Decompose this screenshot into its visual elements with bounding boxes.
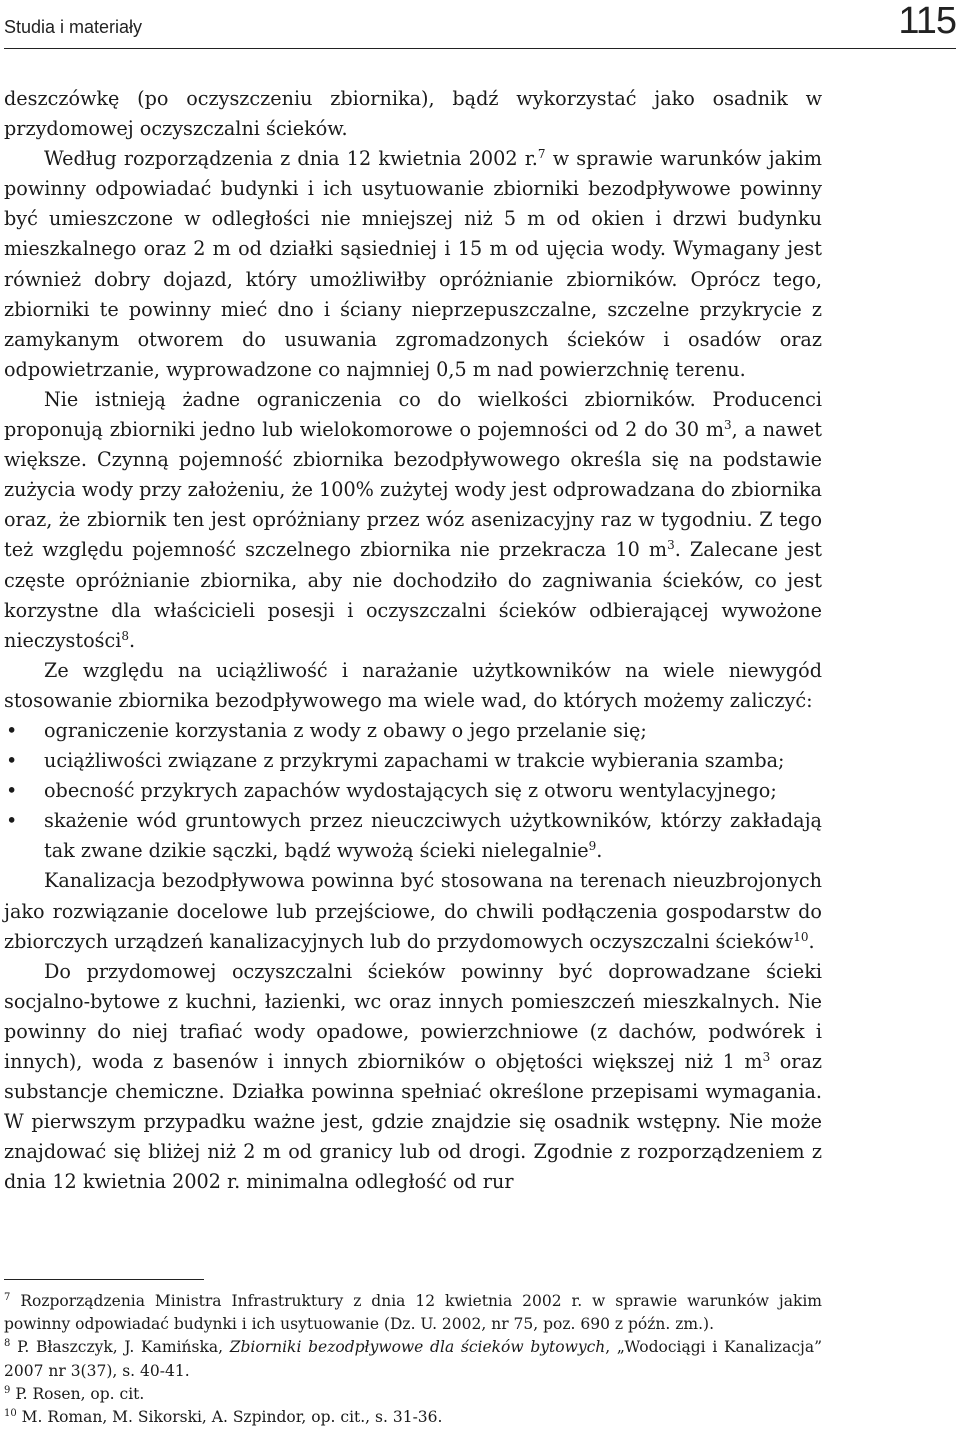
- footnotes: [4, 1290, 822, 1429]
- main-text: [4, 84, 822, 1197]
- superscript: 3: [762, 1050, 771, 1064]
- paragraph: Do przydomowej oczyszczalni ścieków powinny być doprowadzane ścieki socjalno-bytowe z kuchni, łazienki, wc oraz innych pomieszczeń mieszkalnych. Nie powinny do niej trafiać wody opadowe, powierzchniowe (z dachów, podwórek i innych), woda z basenów i innych zbiorników o objętości większej niż 1 $m^3$ oraz substancje chemiczne. Działka powinna spełniać określone przepisami wymagania. W pierwszym przypadku ważne jest, gdzie znajdzie się osadnik wstępny. Nie może znajdować się bliżej niż 2 m od granicy lub od drogi. Zgodnie z rozporządzeniem z dnia 12 kwietnia 2002 r. minimalna odległość od rur: [4, 959, 823, 1194]
- list-item: • uciążliwości związane z przykrymi zapachami w trakcie wybierania szamba;: [4, 746, 822, 776]
- running-title: Studia i materiały: [4, 17, 143, 37]
- paragraph: Ze względu na uciążliwość i narażanie użytkowników na wiele niewygód stosowanie zbiornika bezodpływowego ma wiele wad, do których możemy zaliczyć:: [4, 658, 822, 712]
- footnote: $^7$ Rozporządzenia Ministra Infrastruktury z dnia 12 kwietnia 2002 r. w sprawie warunków jakim powinny odpowiadać budynki i ich usytuowanie (Dz. U. 2002, nr 75, poz. 690 z późn. zm.).: [4, 1292, 822, 1334]
- footnote-ref[interactable]: 8: [121, 628, 130, 643]
- footnote-ref[interactable]: 10: [793, 929, 809, 944]
- bullet-list: [4, 716, 822, 866]
- superscript: 3: [724, 418, 732, 433]
- footnote-ref[interactable]: 9: [588, 839, 597, 854]
- footnote: $^{10}$ M. Roman, M. Sikorski, A. Szpindor, op. cit., s. 31-36.: [4, 1408, 443, 1427]
- list-item: • obecność przykrych zapachów wydostających się z otworu wentylacyjnego;: [4, 776, 822, 806]
- list-item: • ograniczenie korzystania z wody z obawy o jego przelanie się;: [4, 716, 822, 746]
- paragraph: Kanalizacja bezodpływowa powinna być stosowana na terenach nieuzbrojonych jako rozwiązanie docelowe lub przejściowe, do chwili podłączenia gospodarstw do zbiorczych urządzeń kanalizacyjnych lub do przydomowych oczyszczalni ścieków$^{10}$.: [4, 869, 822, 953]
- paragraph: deszczówkę (po oczyszczeniu zbiornika), bądź wykorzystać jako osadnik w przydomowej oczyszczalni ścieków.: [4, 87, 822, 141]
- footnote-divider: [4, 1279, 204, 1280]
- list-item: • skażenie wód gruntowych przez nieuczciwych użytkowników, którzy zakładają tak zwane dzikie sączki, bądź wywożą ścieki nielegalnie$^9$.: [4, 806, 822, 866]
- footnote-ref[interactable]: 7: [537, 147, 546, 162]
- paragraph: Według rozporządzenia z dnia 12 kwietnia 2002 r.$^7$ w sprawie warunków jakim powinny odpowiadać budynki i ich usytuowanie zbiorniki bezodpływowe powinny być umieszczone w odległości nie mniejszej niż 5 m od okien i drzwi budynku mieszkalnego oraz 2 m od działki sąsiedniej i 15 m od ujęcia wody. Wymagany jest również dobry dojazd, który umożliwiłby opróżnianie zbiorników. Oprócz tego, zbiorniki te powinny mieć dno i ściany nieprzepuszczalne, szczelne przykrycie z zamykanym otworem do usuwania zgromadzonych ścieków i osadów oraz odpowietrzanie, wyprowadzone co najmniej 0,5 m nad powierzchnię terenu.: [4, 147, 822, 381]
- footnote: $^9$ P. Rosen, op. cit.: [4, 1384, 145, 1403]
- page-header: [4, 0, 956, 49]
- paragraph: Nie istnieją żadne ograniczenia co do wielkości zbiorników. Producenci proponują zbiorniki jedno lub wielokomorowe o pojemności od 2 do 30 $m^3$, a nawet większe. Czynną pojemność zbiornika bezodpływowego określa się na podstawie zużycia wody przy założeniu, że 100% zużytej wody jest odprowadzana do zbiornika oraz, że zbiornik ten jest opróżniany przez wóz asenizacyjny raz w tygodniu. Z tego też względu pojemność szczelnego zbiornika nie przekracza 10 $m^3$. Zalecane jest częste opróżnianie zbiornika, aby nie dochodziło do zagniwania ścieków, co jest korzystne dla właścicieli posesji i oczyszczalni ścieków odbierającej wywożone nieczystości$^8$.: [4, 387, 822, 652]
- superscript: 3: [667, 538, 675, 553]
- page-number: 115: [898, 0, 956, 42]
- footnote: $^8$ P. Błaszczyk, J. Kamińska, Zbiorniki bezodpływowe dla ścieków bytowych, „Wodociągi i Kanalizacja” 2007 nr 3(37), s. 40-41.: [4, 1338, 822, 1380]
